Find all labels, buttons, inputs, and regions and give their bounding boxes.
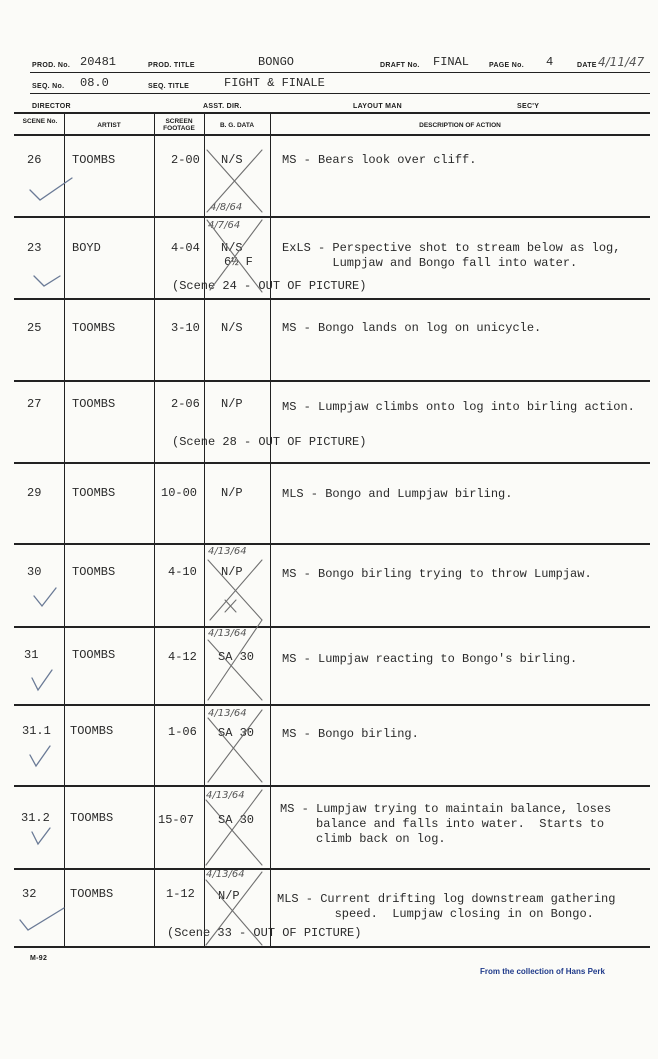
col-description: DESCRIPTION OF ACTION <box>419 122 501 129</box>
prod-no-label: PROD. No. <box>32 62 71 69</box>
scene-number: 23 <box>27 241 42 255</box>
screen-footage: 1-06 <box>168 725 197 739</box>
date-mark: 4/13/64 <box>208 628 247 639</box>
scene-number: 30 <box>27 565 42 579</box>
date-mark: 4/13/64 <box>206 790 245 801</box>
artist-name: TOOMBS <box>70 724 114 738</box>
seq-no-label: SEQ. No. <box>32 83 65 90</box>
seq-title-label: SEQ. TITLE <box>148 83 190 90</box>
artist-name: TOOMBS <box>72 648 116 662</box>
artist-name: TOOMBS <box>72 565 116 579</box>
screen-footage: 2-06 <box>171 397 200 411</box>
date-value: 4/11/47 <box>598 55 645 69</box>
scene-number: 32 <box>22 887 37 901</box>
date-mark: 4/7/64 <box>208 220 241 231</box>
action-description: MS - Bongo lands on log on unicycle. <box>282 321 542 335</box>
action-description: MLS - Bongo and Lumpjaw birling. <box>282 487 513 501</box>
action-description: MS - Bears look over cliff. <box>282 153 477 167</box>
bg-data: SA 30 <box>218 726 255 740</box>
scene-number: 31 <box>24 648 39 662</box>
date-label: DATE <box>577 62 597 69</box>
scene-note: (Scene 24 - OUT OF PICTURE) <box>172 279 367 293</box>
bg-data: N/S <box>221 241 243 255</box>
scene-number: 27 <box>27 397 42 411</box>
scene-number: 31.2 <box>21 811 50 825</box>
scene-number: 29 <box>27 486 42 500</box>
page-no-value: 4 <box>546 55 554 69</box>
artist-name: TOOMBS <box>72 321 116 335</box>
form-number: M-92 <box>30 955 48 962</box>
action-description: MS - Bongo birling trying to throw Lumpjaw. <box>282 567 592 581</box>
bg-data: SA 30 <box>218 650 255 664</box>
artist-name: TOOMBS <box>72 397 116 411</box>
artist-name: TOOMBS <box>72 486 116 500</box>
screen-footage: 4-10 <box>168 565 197 579</box>
artist-name: BOYD <box>72 241 101 255</box>
date-mark: 4/13/64 <box>206 869 245 880</box>
scene-note: (Scene 28 - OUT OF PICTURE) <box>172 435 367 449</box>
draft-no-value: FINAL <box>433 55 470 69</box>
seq-title-value: FIGHT & FINALE <box>224 76 325 90</box>
col-scene-no: SCENE No. <box>22 118 58 125</box>
col-bg-data: B. G. DATA <box>219 122 255 129</box>
bg-data: N/P <box>221 565 243 579</box>
action-description: MS - Lumpjaw climbs onto log into birling action. <box>282 400 635 414</box>
screen-footage: 15-07 <box>158 813 195 827</box>
secy-label: SEC'Y <box>517 103 540 110</box>
action-description: MLS - Current drifting log downstream gathering speed. Lumpjaw closing in on Bongo. <box>277 892 616 921</box>
col-screen-footage: SCREEN FOOTAGE <box>163 118 195 132</box>
date-mark: 4/13/64 <box>208 546 247 557</box>
artist-name: TOOMBS <box>70 811 114 825</box>
screen-footage: 2-00 <box>171 153 200 167</box>
artist-name: TOOMBS <box>70 887 114 901</box>
bg-data: N/P <box>221 486 243 500</box>
page-no-label: PAGE No. <box>489 62 524 69</box>
scene-number: 26 <box>27 153 42 167</box>
date-mark: 4/8/64 <box>210 202 243 213</box>
bg-data: N/S <box>221 321 243 335</box>
screen-footage: 4-12 <box>168 650 197 664</box>
draft-no-label: DRAFT No. <box>380 62 420 69</box>
scene-note: (Scene 33 - OUT OF PICTURE) <box>167 926 362 940</box>
bg-data: N/S <box>221 153 243 167</box>
bg-data: N/P <box>218 889 240 903</box>
asst-dir-label: ASST. DIR. <box>203 103 242 110</box>
layout-man-label: LAYOUT MAN <box>353 103 403 110</box>
seq-no-value: 08.0 <box>80 76 109 90</box>
prod-no-value: 20481 <box>80 55 117 69</box>
action-description: ExLS - Perspective shot to stream below as log, Lumpjaw and Bongo fall into water. <box>282 241 621 270</box>
artist-name: TOOMBS <box>72 153 116 167</box>
action-description: MS - Lumpjaw reacting to Bongo's birling. <box>282 652 578 666</box>
screen-footage: 3-10 <box>171 321 200 335</box>
action-description: MS - Lumpjaw trying to maintain balance, loses balance and falls into water. Starts to climb back on log. <box>280 802 612 846</box>
director-label: DIRECTOR <box>32 103 71 110</box>
scene-number: 31.1 <box>22 724 51 738</box>
col-artist: ARTIST <box>97 122 121 129</box>
screen-footage: 4-04 <box>171 241 200 255</box>
collection-credit: From the collection of Hans Perk <box>480 967 605 976</box>
bg-data: SA 30 <box>218 813 255 827</box>
screen-footage: 10-00 <box>161 486 198 500</box>
scene-number: 25 <box>27 321 42 335</box>
bg-data: N/P <box>221 397 243 411</box>
bg-data-secondary: 6½ F <box>224 255 253 269</box>
prod-title-label: PROD. TITLE <box>148 62 195 69</box>
action-description: MS - Bongo birling. <box>282 727 419 741</box>
prod-title-value: BONGO <box>258 55 295 69</box>
screen-footage: 1-12 <box>166 887 195 901</box>
date-mark: 4/13/64 <box>208 708 247 719</box>
